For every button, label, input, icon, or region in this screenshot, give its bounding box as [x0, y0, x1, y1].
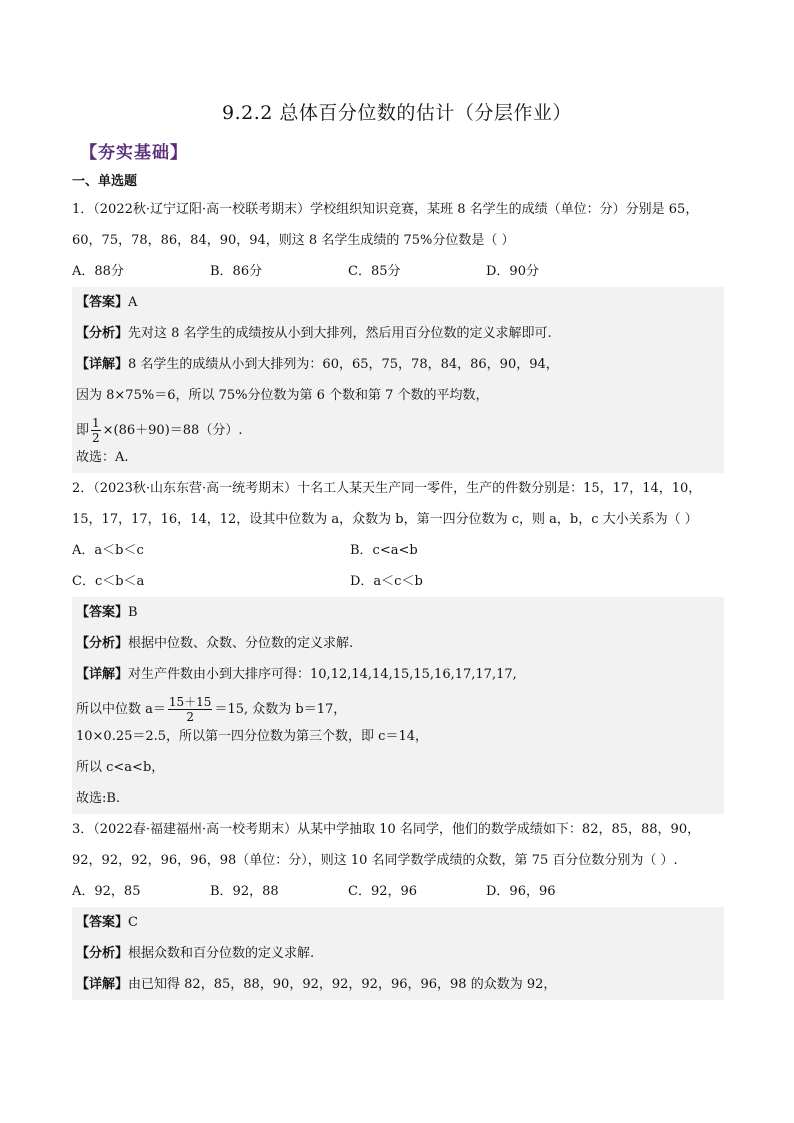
option-a: A．88分 — [72, 264, 124, 279]
analysis-line: 【分析】根据众数和百分位数的定义求解. — [76, 946, 315, 961]
option-c: C．85分 — [348, 264, 401, 279]
question-2-stem: 2．（2023秋·山东东营·高一统考期末）十名工人某天生产同一零件，生产的件数分别是：15，17，14，10，15，17，17，16，14，12，设其中位数为 a，众数为 b，第一四分位数为 c，则 a，b，c 大小关系为（ ） — [72, 481, 702, 527]
detail-line: 10×0.25＝2.5，所以第一四分位数为第三个数，即 c＝14， — [76, 729, 429, 744]
answer-line: 【答案】C — [76, 915, 138, 930]
option-b: B．92，88 — [210, 884, 279, 899]
question-2-options — [72, 566, 724, 597]
analysis-line: 【分析】根据中位数、众数、分位数的定义求解. — [76, 636, 354, 651]
question-2-solution — [72, 597, 724, 814]
analysis-line: 【分析】先对这 8 名学生的成绩按从小到大排列，然后用百分位数的定义求解即可. — [76, 326, 552, 341]
question-3-solution — [72, 907, 724, 1000]
question-1-solution — [72, 287, 724, 473]
option-d: D．96，96 — [486, 884, 556, 899]
detail-line: 【详解】8 名学生的成绩从小到大排列为：60，65，75，78，84，86，90，94， — [76, 357, 559, 372]
option-b: B．86分 — [210, 264, 263, 279]
option-c: C．c＜b＜a — [72, 574, 145, 589]
option-d: D．a＜c＜b — [350, 574, 423, 589]
option-a: A．a＜b＜c — [72, 543, 144, 558]
option-c: C．92，96 — [348, 884, 418, 899]
fraction: $\frac{1}{2}$ — [92, 416, 100, 445]
answer-line: 【答案】B — [76, 605, 138, 620]
question-1-stem: 1．（2022秋·辽宁辽阳·高一校联考期末）学校组织知识竞赛，某班 8 名学生的成绩（单位：分）分别是 65，60，75，78，86，84，90，94，则这 8 名学生成绩的 75%分位数是（ ） — [72, 202, 699, 248]
fraction: $\frac{15+15}{2}$ — [168, 695, 212, 724]
detail-line: 【详解】由已知得 82，85，88，90，92，92，92，96，96，98 的众数为 92， — [76, 977, 557, 992]
detail-line: 因为 8×75%＝6，所以 75%分位数为第 6 个数和第 7 个数的平均数， — [76, 388, 489, 403]
question-2-options — [72, 535, 724, 566]
detail-line: 【详解】对生产件数由小到大排序可得：10,12,14,14,15,15,16,17,17,17, — [76, 667, 517, 682]
subheading: 一、单选题 — [72, 174, 138, 189]
answer-line: 【答案】A — [76, 295, 138, 310]
page-title: 9.2.2 总体百分位数的估计（分层作业） — [222, 102, 572, 124]
detail-fraction-line: 所以中位数 a＝ $\frac{15+15}{2}$ ＝15, 众数为 b＝17， — [76, 695, 347, 724]
question-1-options — [72, 256, 724, 287]
content — [72, 170, 724, 1000]
option-a: A．92，85 — [72, 884, 141, 899]
option-d: D．90分 — [486, 264, 539, 279]
question-3-stem: 3．（2022春·福建福州·高一校考期末）从某中学抽取 10 名同学，他们的数学成绩如下：82，85，88，90，92，92，92，96，96，98（单位：分），则这 10 名同学数学成绩的众数，第 75 百分位数分别为（ ）. — [72, 822, 701, 868]
conclusion-line: 故选:B. — [76, 791, 121, 806]
detail-line: 所以 c<a<b， — [76, 760, 165, 775]
question-3-options — [72, 876, 724, 907]
option-b: B．c<a<b — [350, 543, 418, 558]
detail-fraction-line: 即 $\frac{1}{2}$ ×(86＋90)＝88（分）. — [76, 416, 243, 445]
section-heading: 【夯实基础】 — [80, 143, 188, 163]
conclusion-line: 故选：A. — [76, 450, 129, 465]
